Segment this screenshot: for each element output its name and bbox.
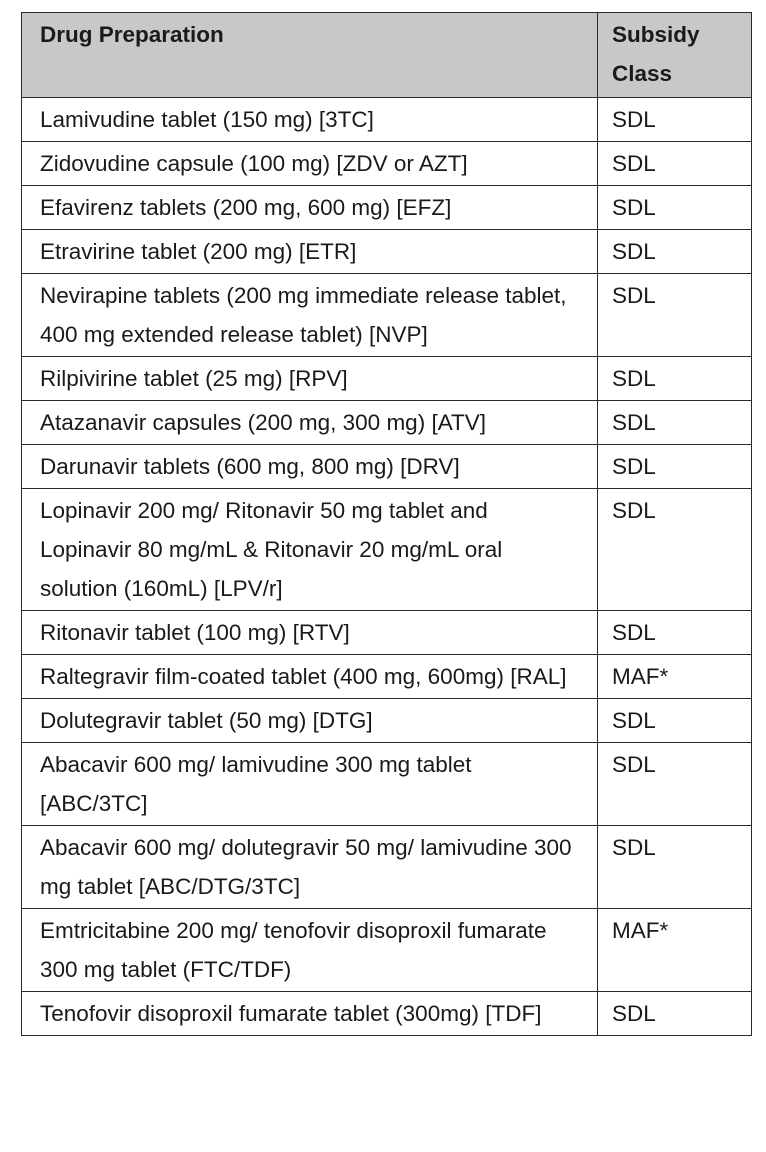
drug-cell: Abacavir 600 mg/ lamivudine 300 mg tablet [ABC/3TC] (22, 743, 598, 826)
subsidy-class-cell: SDL (598, 992, 752, 1036)
subsidy-class-cell: MAF* (598, 655, 752, 699)
subsidy-class-cell: SDL (598, 743, 752, 826)
table-row (22, 274, 752, 357)
table-body (22, 98, 752, 1036)
drug-cell: Raltegravir film-coated tablet (400 mg, 600mg) [RAL] (22, 655, 598, 699)
drug-cell: Atazanavir capsules (200 mg, 300 mg) [ATV] (22, 401, 598, 445)
drug-cell: Zidovudine capsule (100 mg) [ZDV or AZT] (22, 142, 598, 186)
subsidy-class-cell: SDL (598, 699, 752, 743)
table-row (22, 699, 752, 743)
drug-cell: Darunavir tablets (600 mg, 800 mg) [DRV] (22, 445, 598, 489)
header-subsidy-class: Subsidy Class (598, 13, 752, 98)
table-row (22, 489, 752, 611)
table-row (22, 142, 752, 186)
subsidy-class-cell: SDL (598, 230, 752, 274)
table-row (22, 445, 752, 489)
subsidy-class-cell: SDL (598, 98, 752, 142)
subsidy-class-cell: MAF* (598, 909, 752, 992)
subsidy-class-cell: SDL (598, 142, 752, 186)
drug-cell: Efavirenz tablets (200 mg, 600 mg) [EFZ] (22, 186, 598, 230)
drug-cell: Abacavir 600 mg/ dolutegravir 50 mg/ lamivudine 300 mg tablet [ABC/DTG/3TC] (22, 826, 598, 909)
drug-cell: Lamivudine tablet (150 mg) [3TC] (22, 98, 598, 142)
subsidy-class-cell: SDL (598, 826, 752, 909)
table-row (22, 230, 752, 274)
subsidy-class-cell: SDL (598, 489, 752, 611)
table-row (22, 611, 752, 655)
drug-cell: Etravirine tablet (200 mg) [ETR] (22, 230, 598, 274)
table-row (22, 186, 752, 230)
table-row (22, 401, 752, 445)
drug-cell: Lopinavir 200 mg/ Ritonavir 50 mg tablet and Lopinavir 80 mg/mL & Ritonavir 20 mg/mL oral solution (160mL) [LPV/r] (22, 489, 598, 611)
table-row (22, 98, 752, 142)
table-row (22, 743, 752, 826)
subsidy-class-cell: SDL (598, 611, 752, 655)
drug-cell: Tenofovir disoproxil fumarate tablet (300mg) [TDF] (22, 992, 598, 1036)
drug-cell: Emtricitabine 200 mg/ tenofovir disoproxil fumarate 300 mg tablet (FTC/TDF) (22, 909, 598, 992)
drug-cell: Nevirapine tablets (200 mg immediate release tablet, 400 mg extended release tablet) [NVP] (22, 274, 598, 357)
header-row (22, 13, 752, 98)
subsidy-class-cell: SDL (598, 274, 752, 357)
subsidy-class-cell: SDL (598, 401, 752, 445)
drug-cell: Dolutegravir tablet (50 mg) [DTG] (22, 699, 598, 743)
header-drug-preparation: Drug Preparation (22, 13, 598, 98)
table-row (22, 909, 752, 992)
subsidy-class-cell: SDL (598, 357, 752, 401)
drug-cell: Rilpivirine tablet (25 mg) [RPV] (22, 357, 598, 401)
table-row (22, 655, 752, 699)
drug-subsidy-table-container (21, 12, 751, 1036)
table-row (22, 826, 752, 909)
drug-cell: Ritonavir tablet (100 mg) [RTV] (22, 611, 598, 655)
subsidy-class-cell: SDL (598, 186, 752, 230)
drug-subsidy-table (21, 12, 752, 1036)
subsidy-class-cell: SDL (598, 445, 752, 489)
table-header (22, 13, 752, 98)
table-row (22, 357, 752, 401)
table-row (22, 992, 752, 1036)
